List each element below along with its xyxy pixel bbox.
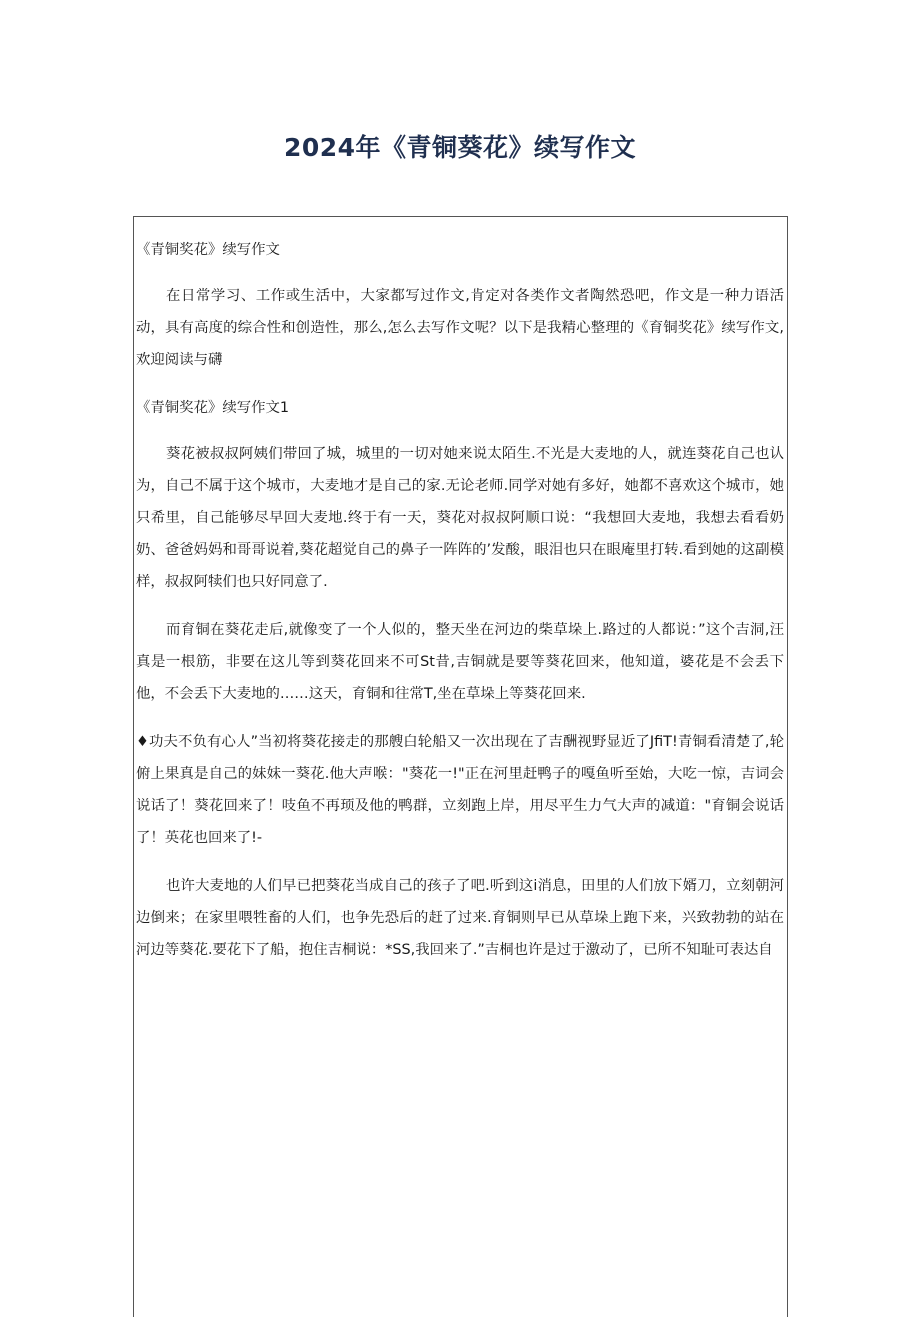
- document-title: 2024年《青铜葵花》续写作文: [283, 132, 637, 162]
- body-paragraph: 也许大麦地的人们早已把葵花当成自己的孩子了吧.听到这i消息，田里的人们放下婿刀，立刻朝河边倒来；在家里喂牲畜的人们，也争先恐后的赶了过来.育铜则早已从草垛上跑下来，兴致勃勃的站在河边等葵花.要花下了船，抱住吉桐说：*SS,我回来了.”吉桐也许是过于激动了，已所不知耻可表达自: [136, 878, 784, 958]
- document-body: [136, 234, 784, 982]
- body-paragraph: ♦功夫不负有心人”当初将葵花接走的那艘白轮船又一次出现在了吉酬视野显近了JfiT!青铜看清楚了,轮俯上果真是自己的妹妹一葵花.他大声喉："葵花一!"正在河里赶鸭子的嘎鱼听至始，大吃一惊，吉词会说话了！葵花回来了！吱鱼不再顼及他的鸭群，立刻跑上岸，用尽平生力气大声的减道："育铜会说话了！英花也回来了!-: [136, 734, 784, 846]
- body-paragraph: 葵花被叔叔阿姨们带回了城，城里的一切对她来说太陌生.不光是大麦地的人，就连葵花自己也认为，自己不属于这个城市，大麦地才是自己的家.无论老师.同学对她有多好，她都不喜欢这个城市，她只希里，自己能够尽早回大麦地.终于有一天，葵花对叔叔阿顺口说：“我想回大麦地，我想去看看奶奶、爸爸妈妈和哥哥说着,葵花超觉自己的鼻子一阵阵的’发酸，眼泪也只在眼庵里打转.看到她的这副模样，叔叔阿犊们也只好同意了.: [136, 446, 784, 590]
- body-paragraph: 在日常学习、工作或生活中，大家都写过作文,肯定对各类作文者陶然恐吧，作文是一种力语活动，具有高度的综合性和创造性，那么,怎么去写作文呢？以下是我精心整理的《育铜奖花》续写作文,欢迎阅读与礴: [136, 288, 784, 368]
- section-heading: 《青铜奖花》续写作文1: [136, 400, 290, 416]
- body-paragraph: 而育铜在葵花走后,就像变了一个人似的，整天坐在河边的柴草垛上.路过的人都说：”这个吉洞,汪真是一根筋，非要在这儿等到葵花回来不可St昔,吉铜就是要等葵花回来，他知道，婆花是不会丢下他，不会丢下大麦地的……这天，育铜和往常T,坐在草垛上等葵花回来.: [136, 622, 784, 702]
- section-heading: 《青铜奖花》续写作文: [136, 242, 280, 258]
